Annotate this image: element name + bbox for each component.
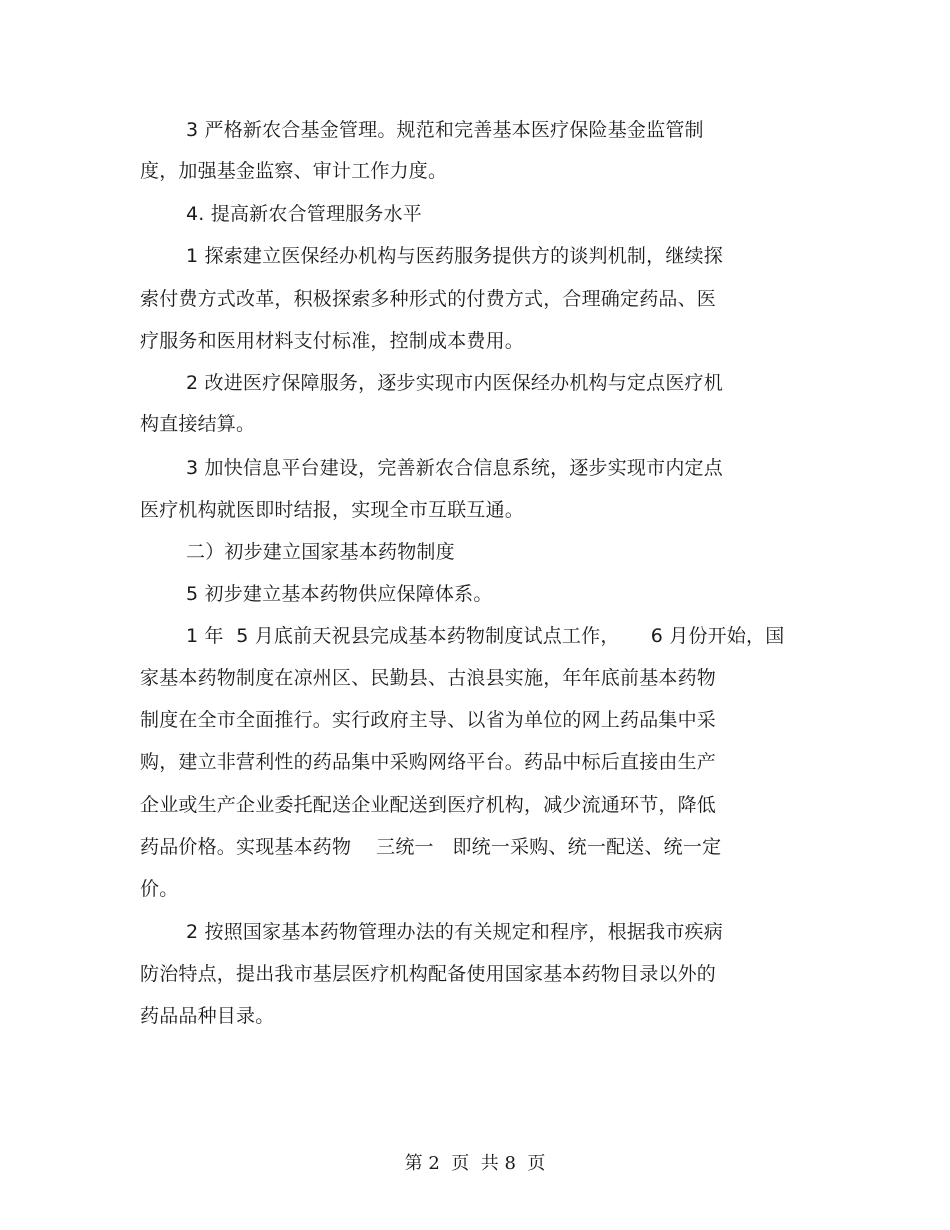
text-line: 1 探索建立医保经办机构与医药服务提供方的谈判机制，继续探 bbox=[186, 245, 723, 267]
text-line: 医疗机构就医即时结报，实现全市互联互通。 bbox=[140, 499, 525, 521]
text-line: 药品品种目录。 bbox=[140, 1005, 275, 1027]
text-line: 构直接结算。 bbox=[140, 413, 256, 435]
text-line: 制度在全市全面推行。实行政府主导、以省为单位的网上药品集中采 bbox=[140, 709, 717, 731]
page-number-footer: 第 2 页 共 8 页 bbox=[404, 1153, 546, 1174]
text-line: 索付费方式改革，积极探索多种形式的付费方式，合理确定药品、医 bbox=[140, 288, 717, 310]
text-line: 价。 bbox=[140, 878, 179, 900]
text-line: 购，建立非营利性的药品集中采购网络平台。药品中标后直接由生产 bbox=[140, 751, 717, 773]
text-line: 2 改进医疗保障服务，逐步实现市内医保经办机构与定点医疗机 bbox=[186, 372, 723, 394]
text-line: 防治特点，提出我市基层医疗机构配备使用国家基本药物目录以外的 bbox=[140, 963, 717, 985]
text-line: 1 年 5 月底前天祝县完成基本药物制度试点工作， 6 月份开始，国 bbox=[186, 625, 785, 647]
text-line: 度，加强基金监察、审计工作力度。 bbox=[140, 160, 448, 182]
text-line: 企业或生产企业委托配送企业配送到医疗机构，减少流通环节，降低 bbox=[140, 794, 717, 816]
text-line: 3 加快信息平台建设，完善新农合信息系统，逐步实现市内定点 bbox=[186, 457, 723, 479]
text-line: 5 初步建立基本药物供应保障体系。 bbox=[186, 583, 493, 605]
text-line: 家基本药物制度在凉州区、民勤县、古浪县实施，年年底前基本药物 bbox=[140, 667, 717, 689]
text-line: 3 严格新农合基金管理。规范和完善基本医疗保险基金监管制 bbox=[186, 119, 704, 141]
text-line: 药品价格。实现基本药物 三统一 即统一采购、统一配送、统一定 bbox=[140, 836, 722, 858]
text-line: 疗服务和医用材料支付标准，控制成本费用。 bbox=[140, 330, 525, 352]
section-heading: 4. 提高新农合管理服务水平 bbox=[186, 203, 422, 225]
text-line: 2 按照国家基本药物管理办法的有关规定和程序，根据我市疾病 bbox=[186, 921, 723, 943]
section-heading: 二）初步建立国家基本药物制度 bbox=[186, 541, 455, 563]
